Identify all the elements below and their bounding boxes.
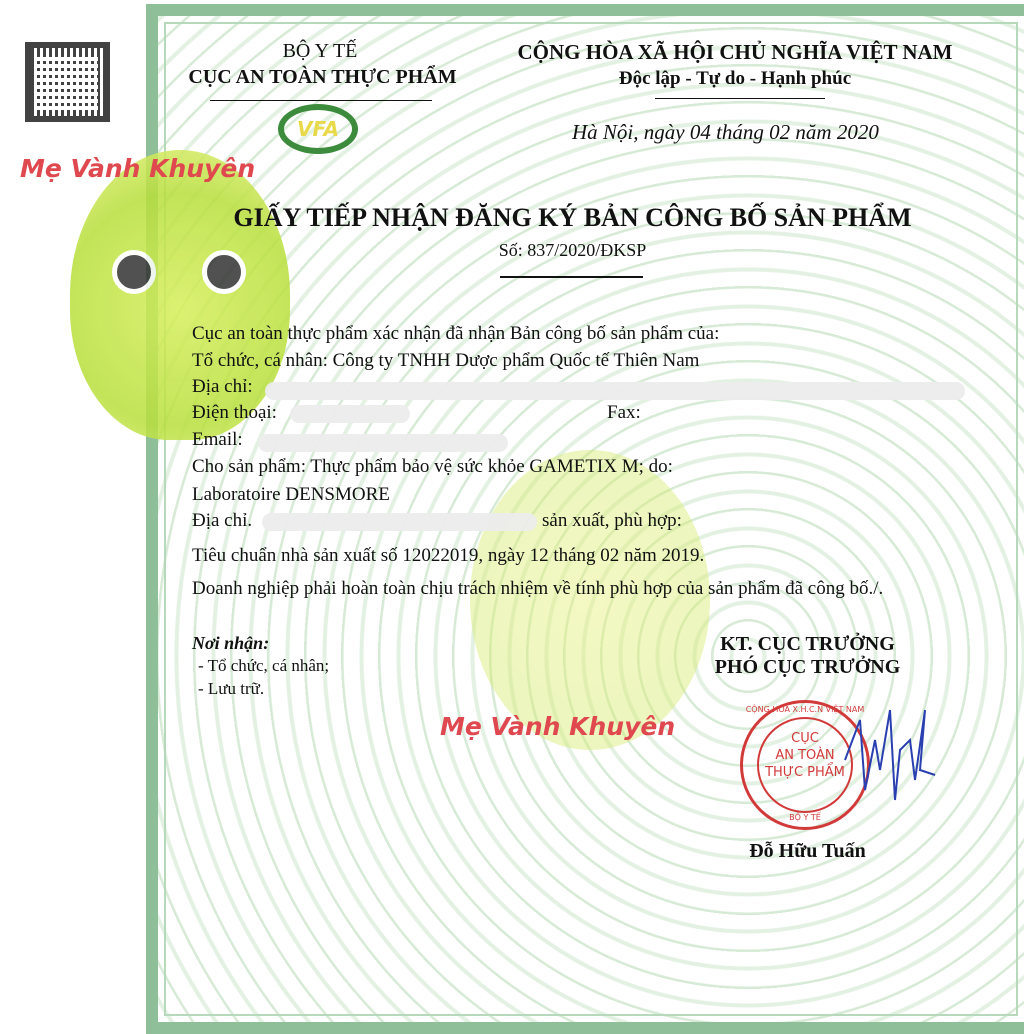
signature-scribble bbox=[840, 700, 940, 810]
stamp-bottom-text: BỘ Y TẾ bbox=[789, 813, 821, 822]
issue-date: Hà Nội, ngày 04 tháng 02 năm 2020 bbox=[572, 120, 879, 144]
email-label: Email: bbox=[192, 429, 243, 450]
redacted-email bbox=[258, 434, 508, 452]
mascot-eye bbox=[112, 250, 156, 294]
address-label: Địa chỉ: bbox=[192, 376, 253, 397]
ministry-name: BỘ Y TẾ bbox=[282, 40, 358, 62]
manufacturer-address-label: Địa chỉ. bbox=[192, 510, 253, 531]
product-line: Cho sản phẩm: Thực phẩm bảo vệ sức khỏe GAMETIX M; do: bbox=[192, 456, 673, 477]
manufacturer: Laboratoire DENSMORE bbox=[192, 484, 390, 505]
intro-text: Cục an toàn thực phẩm xác nhận đã nhận Bản công bố sản phẩm của: bbox=[192, 323, 720, 344]
phone-label: Điện thoại: bbox=[192, 402, 277, 423]
responsibility-line: Doanh nghiệp phải hoàn toàn chịu trách nhiệm về tính phù hợp của sản phẩm đã công bố./. bbox=[192, 578, 884, 599]
stamp-center-text: CỤC bbox=[791, 731, 819, 746]
mascot-watermark bbox=[70, 150, 290, 440]
redacted-manufacturer-address bbox=[262, 513, 537, 531]
recipient-item: - Tổ chức, cá nhân; bbox=[198, 656, 330, 675]
stamp-center-text: THỰC PHẨM bbox=[765, 765, 845, 780]
organization: Tổ chức, cá nhân: Công ty TNHH Dược phẩm Quốc tế Thiên Nam bbox=[192, 350, 700, 371]
fax-label: Fax: bbox=[607, 402, 641, 423]
manufacturer-address-tail: sản xuất, phù hợp: bbox=[542, 510, 682, 531]
document-title: GIẤY TIẾP NHẬN ĐĂNG KÝ BẢN CÔNG BỐ SẢN PHẨM bbox=[233, 203, 912, 232]
signer-role: KT. CỤC TRƯỞNG bbox=[720, 633, 895, 655]
stamp-ring-text: CỘNG HÒA X.H.C.N VIỆT NAM bbox=[745, 705, 865, 714]
watermark-text: Mẹ Vành Khuyên bbox=[20, 154, 256, 183]
qr-code bbox=[25, 42, 110, 122]
recipients-label: Nơi nhận: bbox=[192, 633, 270, 653]
vfa-logo: VFA bbox=[278, 104, 358, 154]
document-number: Số: 837/2020/ĐKSP bbox=[498, 240, 647, 260]
stamp-center-text: AN TOÀN bbox=[775, 748, 835, 763]
standard-line: Tiêu chuẩn nhà sản xuất số 12022019, ngày 12 tháng 02 năm 2019. bbox=[192, 545, 705, 566]
redacted-address bbox=[265, 382, 965, 400]
motto: Độc lập - Tự do - Hạnh phúc bbox=[618, 68, 852, 89]
redacted-phone bbox=[290, 405, 410, 423]
watermark-text-center: Mẹ Vành Khuyên bbox=[440, 712, 676, 741]
recipient-item: - Lưu trữ. bbox=[198, 679, 265, 698]
mascot-watermark-center bbox=[470, 450, 710, 750]
signer-title: PHÓ CỤC TRƯỞNG bbox=[714, 656, 901, 678]
agency-name: CỤC AN TOÀN THỰC PHẨM bbox=[188, 66, 457, 88]
signer-name: Đỗ Hữu Tuấn bbox=[749, 840, 866, 862]
country-name: CỘNG HÒA XÃ HỘI CHỦ NGHĨA VIỆT NAM bbox=[517, 40, 953, 64]
